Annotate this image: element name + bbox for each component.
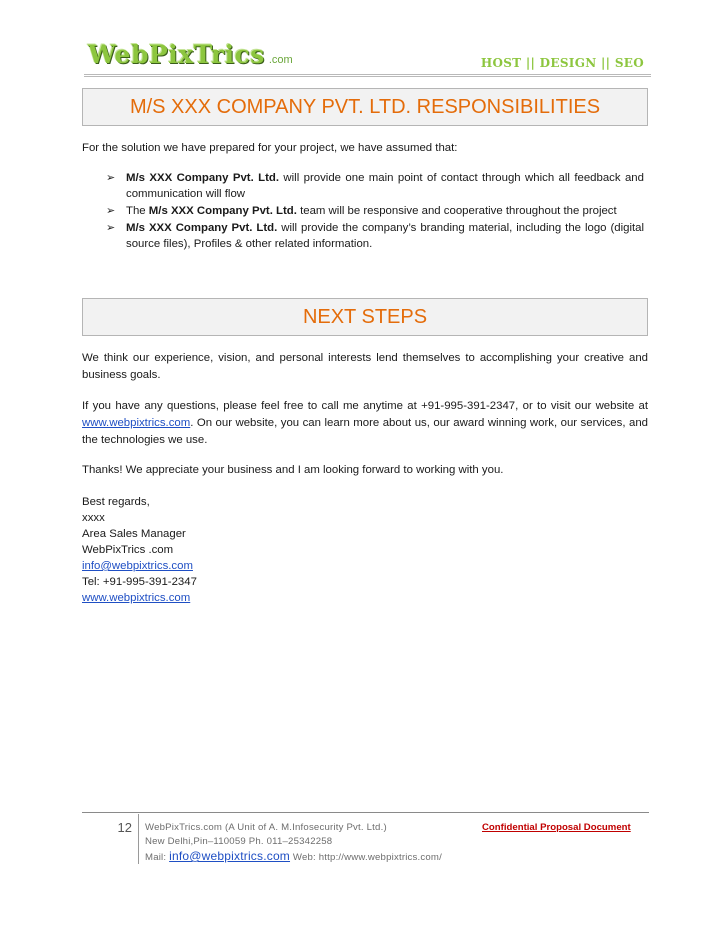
logo-text: WebPixTrics — [88, 40, 265, 69]
responsibilities-title: M/S XXX COMPANY PVT. LTD. RESPONSIBILITIES — [129, 96, 601, 118]
arrow-bullet-icon: ➢ — [106, 205, 116, 217]
website-link[interactable]: www.webpixtrics.com — [82, 417, 191, 429]
signature-greeting: Best regards, — [82, 496, 150, 508]
company-name: M/s XXX Company Pvt. Ltd. — [126, 172, 280, 184]
footer-divider — [82, 812, 649, 813]
signature-company: WebPixTrics .com — [82, 544, 174, 556]
logo — [88, 40, 293, 74]
logo-suffix: .com — [268, 54, 293, 66]
confidential-label: Confidential Proposal Document — [482, 822, 631, 833]
header-tagline: HOST || DESIGN || SEO — [480, 56, 644, 70]
list-item: ➢ M/s XXX Company Pvt. Ltd. will provide one main point of contact through which all feedback and communication will flow — [106, 172, 644, 200]
footer-web: Web: http://www.webpixtrics.com/ — [290, 852, 442, 863]
header-divider — [84, 74, 651, 77]
signature-role: Area Sales Manager — [82, 528, 186, 540]
footer-address-line: New Delhi,Pin–110059 Ph. 011–25342258 — [145, 836, 333, 847]
intro-paragraph: For the solution we have prepared for your project, we have assumed that: — [82, 142, 458, 154]
footer-contact-line: Mail: info@webpixtrics.com Web: http://www.webpixtrics.com/ — [145, 849, 442, 863]
next-steps-paragraph-2: If you have any questions, please feel free to call me anytime at +91-995-391-2347, or to visit our website at www.webpixtrics.com. On our website, you can learn more about us, our award winning work, our services, and the technologies we use. — [82, 400, 648, 446]
list-item: ➢ The M/s XXX Company Pvt. Ltd. team will be responsive and cooperative throughout the project — [106, 205, 617, 217]
footer-email-link[interactable]: info@webpixtrics.com — [169, 849, 291, 863]
footer-separator — [138, 814, 139, 864]
signature-email-link[interactable]: info@webpixtrics.com — [82, 560, 193, 572]
arrow-bullet-icon: ➢ — [106, 222, 116, 234]
responsibilities-heading-box — [82, 88, 648, 126]
arrow-bullet-icon: ➢ — [106, 172, 116, 184]
next-steps-heading-box — [82, 298, 648, 336]
signature-tel: Tel: +91-995-391-2347 — [82, 576, 197, 588]
page-number: 12 — [117, 820, 132, 835]
footer-company-line: WebPixTrics.com (A Unit of A. M.Infosecurity Pvt. Ltd.) — [145, 822, 387, 833]
list-item: ➢ M/s XXX Company Pvt. Ltd. will provide the company’s branding material, including the logo (digital source files), Profiles & other related information. — [106, 222, 644, 250]
signature-website-link[interactable]: www.webpixtrics.com — [82, 592, 191, 604]
responsibilities-list — [104, 170, 644, 253]
company-name: M/s XXX Company Pvt. Ltd. — [148, 205, 297, 217]
signature-block — [82, 494, 197, 606]
company-name: M/s XXX Company Pvt. Ltd. — [126, 222, 278, 234]
next-steps-title: NEXT STEPS — [302, 306, 428, 328]
next-steps-paragraph-3: Thanks! We appreciate your business and I am looking forward to working with you. — [82, 464, 504, 476]
next-steps-paragraph-1: We think our experience, vision, and personal interests lend themselves to accomplishing your creative and business goals. — [82, 352, 648, 381]
signature-name: xxxx — [82, 512, 105, 524]
